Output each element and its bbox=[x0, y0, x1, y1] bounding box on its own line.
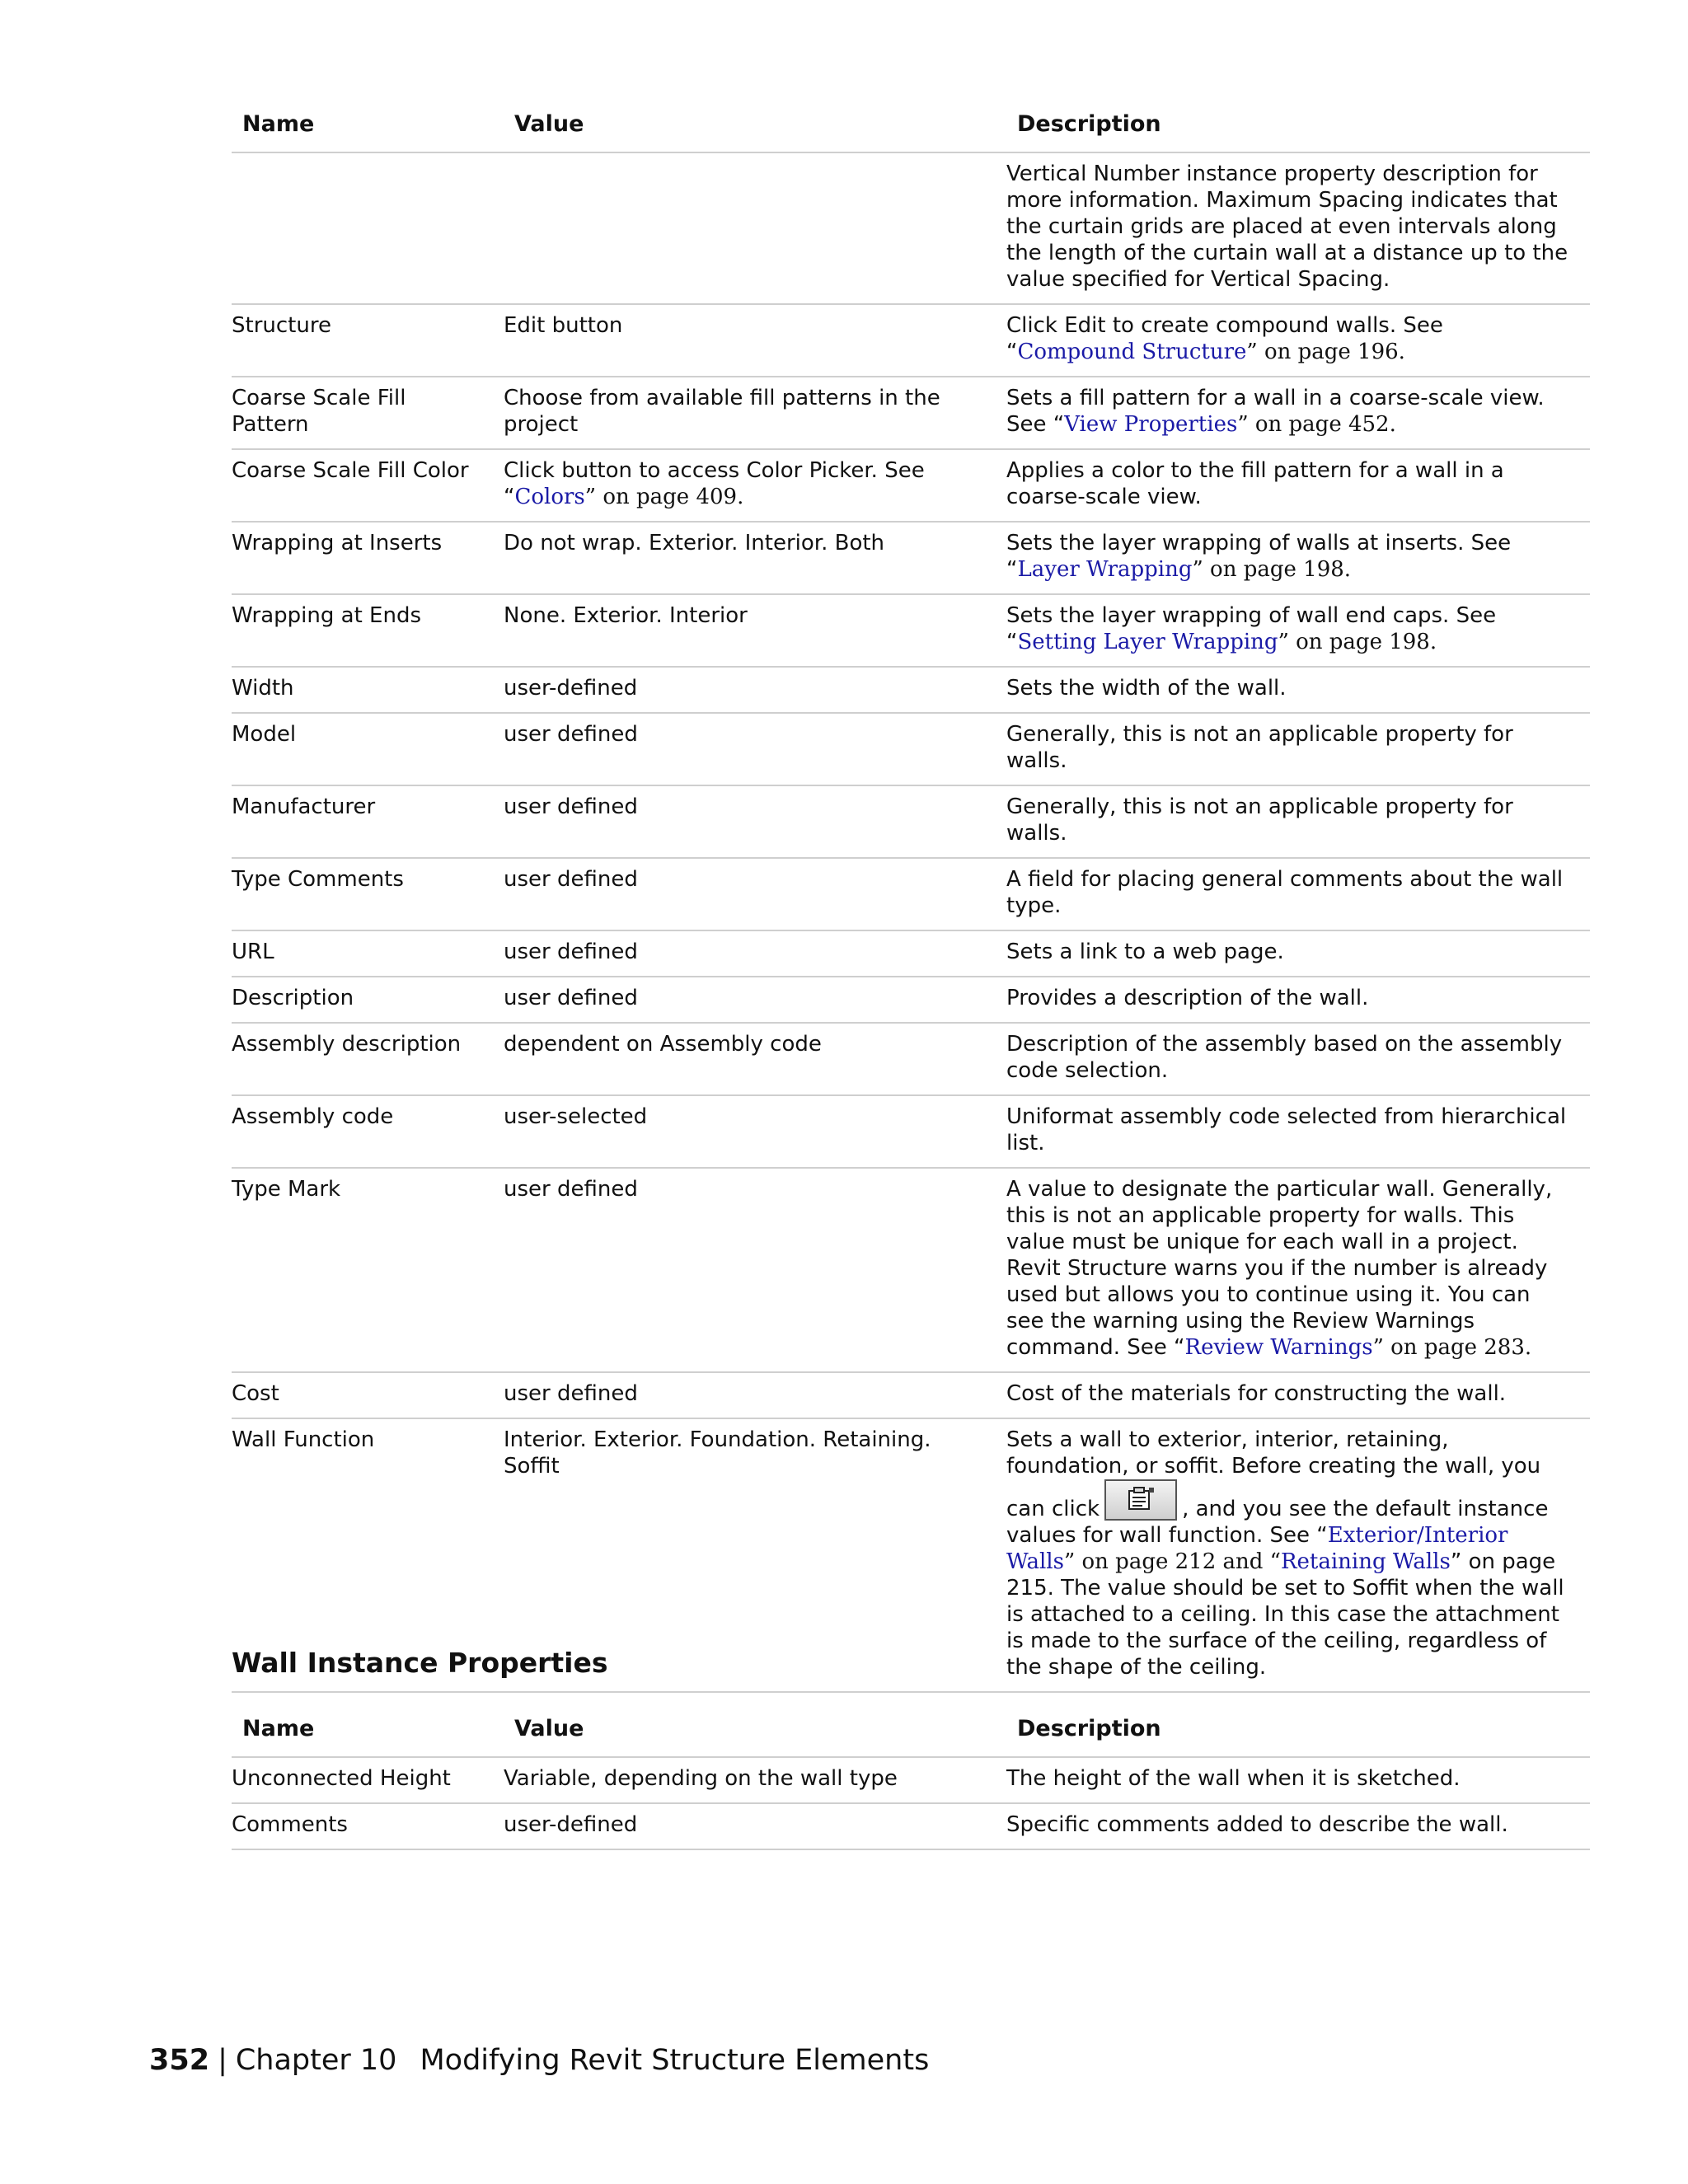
table-row bbox=[232, 522, 1590, 594]
cell-name: Type Mark bbox=[232, 1168, 504, 1372]
value-text: Click button to access Color Picker. See “ bbox=[504, 458, 925, 509]
table-row bbox=[232, 1372, 1590, 1418]
cell-value: None. Exterior. Interior bbox=[504, 594, 1006, 667]
table-header-row bbox=[232, 1710, 1590, 1757]
cell-description bbox=[1006, 304, 1590, 377]
cell-value: Choose from available fill patterns in the project bbox=[504, 377, 1006, 449]
header-value: Value bbox=[504, 1710, 1006, 1757]
table-row bbox=[232, 930, 1590, 977]
chapter-label: Chapter 10 bbox=[235, 2044, 397, 2077]
cross-reference-link[interactable]: Colors bbox=[514, 485, 585, 509]
cross-reference-link[interactable]: Exterior/Interior Walls bbox=[1006, 1523, 1508, 1574]
page-reference: ” on page 198. bbox=[1192, 557, 1352, 582]
page-reference: ” on page 283. bbox=[1372, 1335, 1532, 1360]
cell-description bbox=[1006, 377, 1590, 449]
table-row bbox=[232, 977, 1590, 1023]
cell-value: user defined bbox=[504, 858, 1006, 930]
table-row bbox=[232, 152, 1590, 304]
cross-reference-link[interactable]: Retaining Walls bbox=[1280, 1549, 1451, 1574]
cell-description: The height of the wall when it is sketched. bbox=[1006, 1757, 1590, 1803]
cell-name: Unconnected Height bbox=[232, 1757, 504, 1803]
cross-reference-link[interactable]: View Properties bbox=[1064, 412, 1238, 437]
table-row bbox=[232, 304, 1590, 377]
cross-reference-link[interactable]: Compound Structure bbox=[1017, 340, 1247, 364]
cell-description bbox=[1006, 1418, 1590, 1692]
table-row bbox=[232, 858, 1590, 930]
page-reference: ” on page 452. bbox=[1237, 412, 1396, 437]
cell-name: Description bbox=[232, 977, 504, 1023]
table-row bbox=[232, 1757, 1590, 1803]
table-row bbox=[232, 667, 1590, 713]
cell-description: Uniformat assembly code selected from hierarchical list. bbox=[1006, 1095, 1590, 1168]
cell-description: Sets the width of the wall. bbox=[1006, 667, 1590, 713]
cell-name: URL bbox=[232, 930, 504, 977]
footer-separator: | bbox=[218, 2044, 227, 2077]
cell-value: user defined bbox=[504, 1372, 1006, 1418]
cell-value: Do not wrap. Exterior. Interior. Both bbox=[504, 522, 1006, 594]
chapter-title: Modifying Revit Structure Elements bbox=[420, 2044, 930, 2077]
element-properties-icon bbox=[1104, 1479, 1177, 1521]
cross-reference-link[interactable]: Review Warnings bbox=[1184, 1335, 1373, 1360]
cell-description: Specific comments added to describe the wall. bbox=[1006, 1803, 1590, 1849]
page-reference: ” on page 196. bbox=[1246, 340, 1405, 364]
cell-name: Assembly description bbox=[232, 1023, 504, 1095]
desc-text: Sets the layer wrapping of walls at inserts. See “ bbox=[1006, 531, 1512, 582]
header-description: Description bbox=[1006, 1710, 1590, 1757]
cell-description bbox=[1006, 522, 1590, 594]
cell-name: Model bbox=[232, 713, 504, 785]
page-reference: ” on page 409. bbox=[584, 485, 744, 509]
cell-value bbox=[504, 449, 1006, 522]
cross-reference-link[interactable]: Layer Wrapping bbox=[1017, 557, 1193, 582]
cross-reference-link[interactable]: Setting Layer Wrapping bbox=[1017, 630, 1278, 654]
table-row bbox=[232, 594, 1590, 667]
table-row bbox=[232, 1168, 1590, 1372]
cell-value: user defined bbox=[504, 1168, 1006, 1372]
desc-text: Sets the layer wrapping of wall end caps. See “ bbox=[1006, 603, 1497, 654]
desc-text: Sets a fill pattern for a wall in a coarse-scale view. See “ bbox=[1006, 386, 1545, 437]
cell-description: Provides a description of the wall. bbox=[1006, 977, 1590, 1023]
cell-value: user defined bbox=[504, 930, 1006, 977]
cell-description bbox=[1006, 1168, 1590, 1372]
cell-name: Comments bbox=[232, 1803, 504, 1849]
cell-value: Variable, depending on the wall type bbox=[504, 1757, 1006, 1803]
cell-value: user defined bbox=[504, 785, 1006, 858]
desc-text: ” on page 215. The value should be set to Soffit when the wall is attached to a ceiling. In this case the attachment is made to the surface of the ceiling, regardless of the shape of the ceiling. bbox=[1006, 1549, 1564, 1680]
cell-value: user defined bbox=[504, 713, 1006, 785]
cell-description: Description of the assembly based on the assembly code selection. bbox=[1006, 1023, 1590, 1095]
header-name: Name bbox=[232, 1710, 504, 1757]
table-row bbox=[232, 1095, 1590, 1168]
cell-name bbox=[232, 152, 504, 304]
page-footer bbox=[149, 2044, 929, 2077]
table-header-row bbox=[232, 105, 1590, 152]
cell-name: Cost bbox=[232, 1372, 504, 1418]
table-row bbox=[232, 713, 1590, 785]
cell-description: Sets a link to a web page. bbox=[1006, 930, 1590, 977]
table-row bbox=[232, 377, 1590, 449]
cell-name: Coarse Scale Fill Pattern bbox=[232, 377, 504, 449]
cell-value: user defined bbox=[504, 977, 1006, 1023]
header-name: Name bbox=[232, 105, 504, 152]
cell-description: Vertical Number instance property description for more information. Maximum Spacing indicates that the curtain grids are placed at even intervals along the length of the curtain wall at a distance up to the value specified for Vertical Spacing. bbox=[1006, 152, 1590, 304]
page-number: 352 bbox=[149, 2044, 210, 2077]
cell-name: Width bbox=[232, 667, 504, 713]
desc-text: Sets a wall to exterior, interior, retaining, foundation, or soffit. Before creating the wall, you can click bbox=[1006, 1427, 1541, 1521]
cell-description bbox=[1006, 594, 1590, 667]
desc-text: , and you see the default instance values for wall function. See “ bbox=[1006, 1497, 1549, 1548]
cell-value: dependent on Assembly code bbox=[504, 1023, 1006, 1095]
desc-text: A value to designate the particular wall. Generally, this is not an applicable property for walls. This value must be unique for each wall in a project. Revit Structure warns you if the number is already used but allows you to continue using it. You can see the warning using the Review Warnings command. See “ bbox=[1006, 1177, 1553, 1360]
cell-name: Assembly code bbox=[232, 1095, 504, 1168]
cell-name: Wall Function bbox=[232, 1418, 504, 1692]
cell-value: user-selected bbox=[504, 1095, 1006, 1168]
cell-name: Structure bbox=[232, 304, 504, 377]
cell-value: user-defined bbox=[504, 1803, 1006, 1849]
cell-value bbox=[504, 152, 1006, 304]
table-row bbox=[232, 1023, 1590, 1095]
page-reference: ” on page 198. bbox=[1278, 630, 1437, 654]
cell-name: Wrapping at Inserts bbox=[232, 522, 504, 594]
cell-name: Wrapping at Ends bbox=[232, 594, 504, 667]
cell-description: Cost of the materials for constructing the wall. bbox=[1006, 1372, 1590, 1418]
cell-value: user-defined bbox=[504, 667, 1006, 713]
table-row bbox=[232, 1803, 1590, 1849]
type-properties-table bbox=[232, 105, 1590, 1693]
header-value: Value bbox=[504, 105, 1006, 152]
header-description: Description bbox=[1006, 105, 1590, 152]
cell-name: Manufacturer bbox=[232, 785, 504, 858]
instance-properties-table bbox=[232, 1710, 1590, 1850]
table-row bbox=[232, 449, 1590, 522]
desc-text: Click Edit to create compound walls. See “ bbox=[1006, 313, 1443, 364]
cell-description: Applies a color to the fill pattern for a wall in a coarse-scale view. bbox=[1006, 449, 1590, 522]
cell-name: Type Comments bbox=[232, 858, 504, 930]
cell-value: Interior. Exterior. Foundation. Retaining. Soffit bbox=[504, 1418, 1006, 1692]
cell-name: Coarse Scale Fill Color bbox=[232, 449, 504, 522]
page-reference: ” on page 212 and “ bbox=[1063, 1549, 1281, 1574]
section-heading: Wall Instance Properties bbox=[232, 1647, 608, 1679]
cell-description: Generally, this is not an applicable property for walls. bbox=[1006, 785, 1590, 858]
cell-description: A field for placing general comments about the wall type. bbox=[1006, 858, 1590, 930]
table-row bbox=[232, 785, 1590, 858]
cell-value: Edit button bbox=[504, 304, 1006, 377]
cell-description: Generally, this is not an applicable property for walls. bbox=[1006, 713, 1590, 785]
